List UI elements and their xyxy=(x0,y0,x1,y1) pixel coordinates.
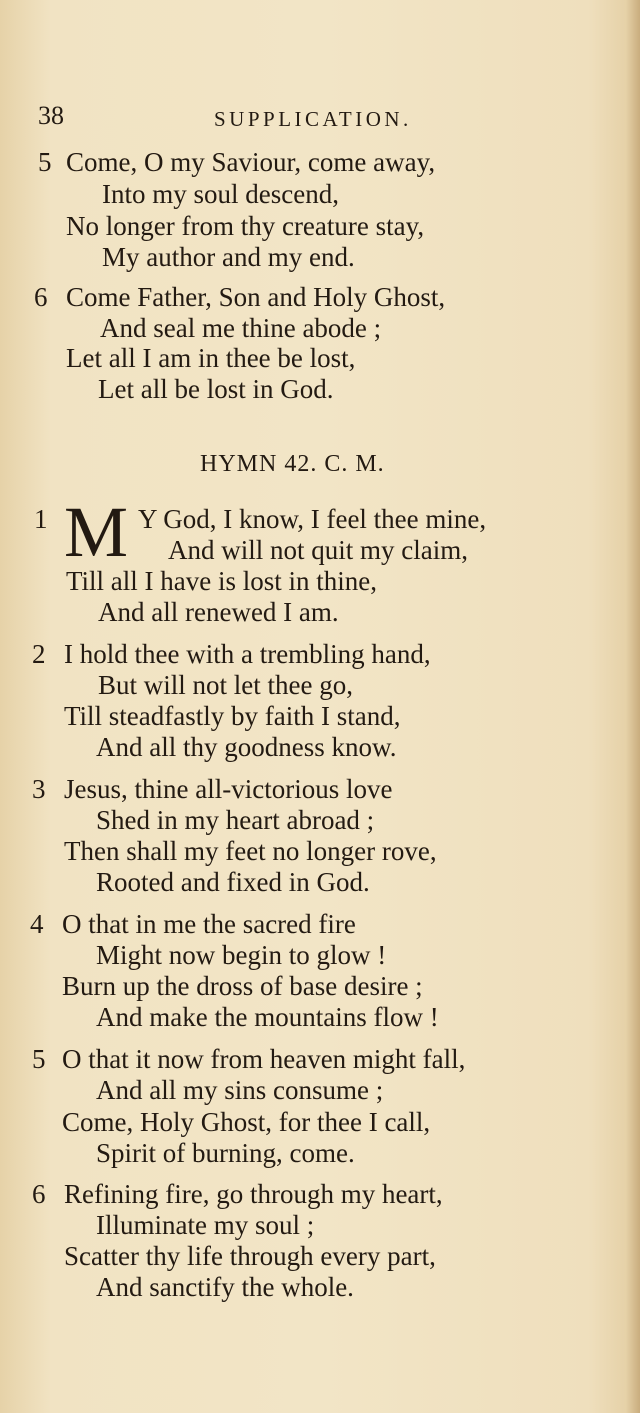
verse-line: And seal me thine abode ; xyxy=(100,313,382,343)
verse-line: Illuminate my soul ; xyxy=(96,1210,315,1240)
stanza-number: 4 xyxy=(30,909,44,939)
verse-line: And sanctify the whole. xyxy=(96,1272,354,1302)
verse-line: Come, O my Saviour, come away, xyxy=(66,147,436,177)
verse-line: Till all I have is lost in thine, xyxy=(66,566,378,596)
verse-line: Scatter thy life through every part, xyxy=(64,1241,436,1271)
verse-line: But will not let thee go, xyxy=(98,670,353,700)
verse-line: No longer from thy creature stay, xyxy=(66,211,425,241)
verse-line: Till steadfastly by faith I stand, xyxy=(64,701,401,731)
verse-line: Rooted and fixed in God. xyxy=(96,867,370,897)
stanza-number: 6 xyxy=(34,282,48,312)
verse-line: My author and my end. xyxy=(102,242,355,272)
page-number: 38 xyxy=(38,101,64,130)
verse-line: Refining fire, go through my heart, xyxy=(64,1179,443,1209)
verse-line: Come Father, Son and Holy Ghost, xyxy=(66,282,446,312)
verse-line: And make the mountains flow ! xyxy=(96,1002,439,1032)
verse-line: Spirit of burning, come. xyxy=(96,1138,355,1168)
verse-line: Into my soul descend, xyxy=(102,179,339,209)
stanza-number: 2 xyxy=(32,639,46,669)
stanza-number: 1 xyxy=(34,504,48,534)
hymn-title: HYMN 42. C. M. xyxy=(200,451,385,477)
verse-line: O that it now from heaven might fall, xyxy=(62,1044,466,1074)
verse-line: Let all be lost in God. xyxy=(98,374,334,404)
verse-line: Then shall my feet no longer rove, xyxy=(64,836,437,866)
page-header xyxy=(38,100,458,140)
verse-line: Let all I am in thee be lost, xyxy=(66,343,356,373)
verse-line: I hold thee with a trembling hand, xyxy=(64,639,431,669)
verse-line: And will not quit my claim, xyxy=(168,535,468,565)
verse-line: Shed in my heart abroad ; xyxy=(96,805,375,835)
stanza-number: 5 xyxy=(38,147,52,177)
drop-cap: M xyxy=(64,492,129,572)
verse-line: Y God, I know, I feel thee mine, xyxy=(138,504,487,534)
verse-line: And all thy goodness know. xyxy=(96,732,397,762)
stanza-number: 3 xyxy=(32,774,46,804)
verse-line: Burn up the dross of base desire ; xyxy=(62,971,423,1001)
stanza-number: 5 xyxy=(32,1044,46,1074)
verse-line: And all renewed I am. xyxy=(98,597,339,627)
verse-line: O that in me the sacred fire xyxy=(62,909,356,939)
verse-line: Might now begin to glow ! xyxy=(96,940,387,970)
verse-line: Jesus, thine all-victorious love xyxy=(64,774,393,804)
stanza-number: 6 xyxy=(32,1179,46,1209)
verse-line: And all my sins consume ; xyxy=(96,1075,384,1105)
page-edge-shadow xyxy=(626,0,640,1413)
verse-line: Come, Holy Ghost, for thee I call, xyxy=(62,1107,431,1137)
running-head: SUPPLICATION. xyxy=(214,107,412,131)
